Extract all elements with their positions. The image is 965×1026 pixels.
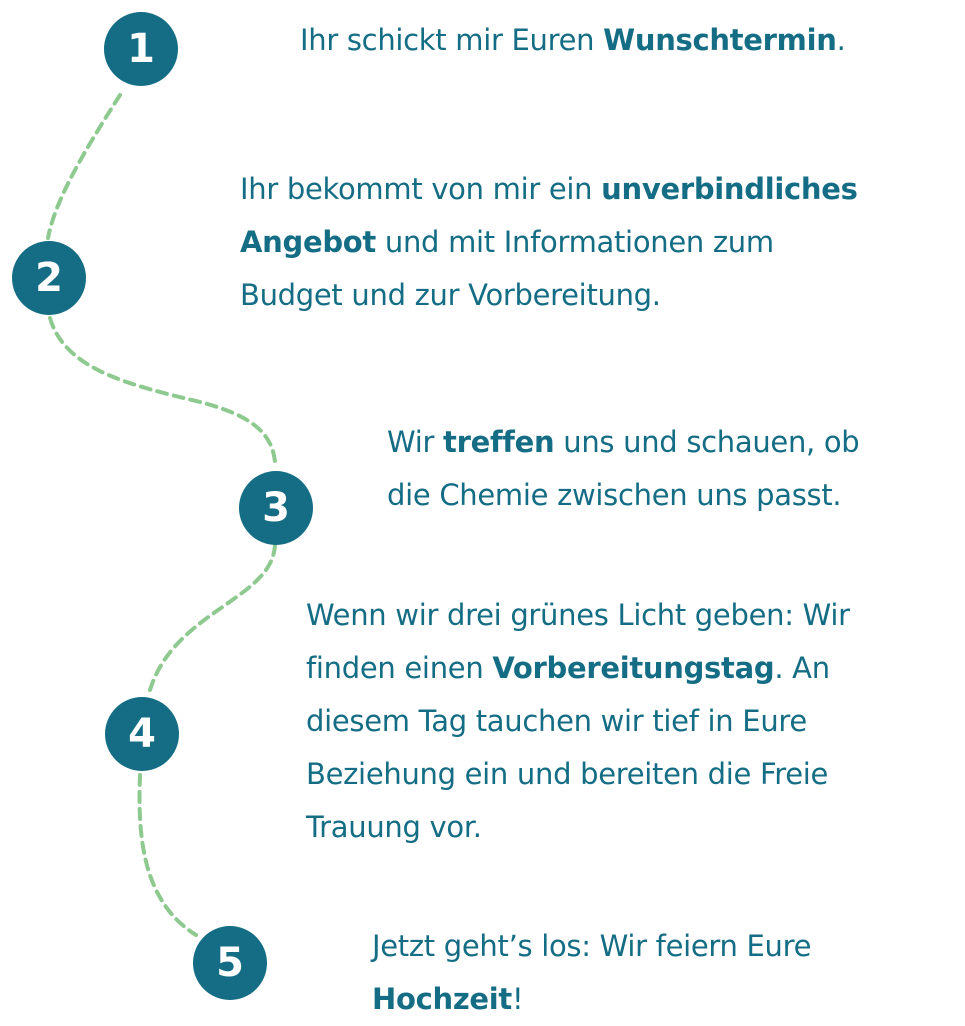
step-2-number: 2: [35, 255, 63, 301]
body-text: finden einen: [306, 651, 493, 685]
body-text: uns und schauen, ob: [554, 425, 860, 459]
step-5-text: [372, 920, 811, 1026]
step-1-text: [300, 14, 846, 67]
step-5-line: [372, 920, 811, 973]
body-text: . An: [774, 651, 830, 685]
step-4-line: [306, 642, 850, 695]
step-4-line: [306, 695, 850, 748]
body-text: .: [836, 23, 846, 57]
highlight-text: Hochzeit: [372, 982, 512, 1016]
body-text: und mit Informationen zum: [375, 225, 774, 259]
body-text: Beziehung ein und bereiten die Freie: [306, 757, 829, 791]
highlight-text: Vorbereitungstag: [492, 651, 775, 685]
connector-3-4: [150, 545, 275, 690]
connector-4-5: [140, 775, 196, 935]
connector-1-2: [48, 95, 120, 238]
step-3-number: 3: [262, 485, 290, 531]
step-4-circle: [105, 697, 179, 771]
body-text: Trauung vor.: [306, 810, 482, 844]
step-4-line: [306, 801, 850, 854]
step-4-text: [306, 589, 850, 854]
step-5-number: 5: [216, 940, 244, 986]
body-text: Wenn wir drei grünes Licht geben: Wir: [306, 598, 850, 632]
body-text: Jetzt geht’s los: Wir feiern Eure: [372, 929, 812, 963]
connector-2-3: [50, 318, 275, 462]
step-1-number: 1: [127, 26, 155, 72]
body-text: Wir: [387, 425, 444, 459]
body-text: diesem Tag tauchen wir tief in Eure: [306, 704, 807, 738]
highlight-text: unverbindliches: [601, 172, 858, 206]
step-5-line: [372, 973, 811, 1026]
step-3-text: [387, 416, 859, 522]
step-4-number: 4: [128, 711, 156, 757]
step-3-circle: [239, 471, 313, 545]
step-4-line: [306, 589, 850, 642]
body-text: Ihr bekommt von mir ein: [240, 172, 602, 206]
step-3-line: [387, 469, 859, 522]
step-2-line: [240, 216, 858, 269]
step-3-line: [387, 416, 859, 469]
body-text: Budget und zur Vorbereitung.: [240, 278, 661, 312]
body-text: !: [511, 982, 524, 1016]
body-text: die Chemie zwischen uns passt.: [387, 478, 842, 512]
highlight-text: treffen: [443, 425, 555, 459]
step-2-line: [240, 163, 858, 216]
step-2-circle: [12, 241, 86, 315]
step-2-text: [240, 163, 858, 322]
step-2-line: [240, 269, 858, 322]
body-text: Ihr schickt mir Euren: [300, 23, 604, 57]
step-1-circle: [104, 12, 178, 86]
step-4-line: [306, 748, 850, 801]
highlight-text: Wunschtermin: [603, 23, 837, 57]
highlight-text: Angebot: [240, 225, 376, 259]
step-5-circle: [193, 926, 267, 1000]
step-1-line: [300, 14, 846, 67]
